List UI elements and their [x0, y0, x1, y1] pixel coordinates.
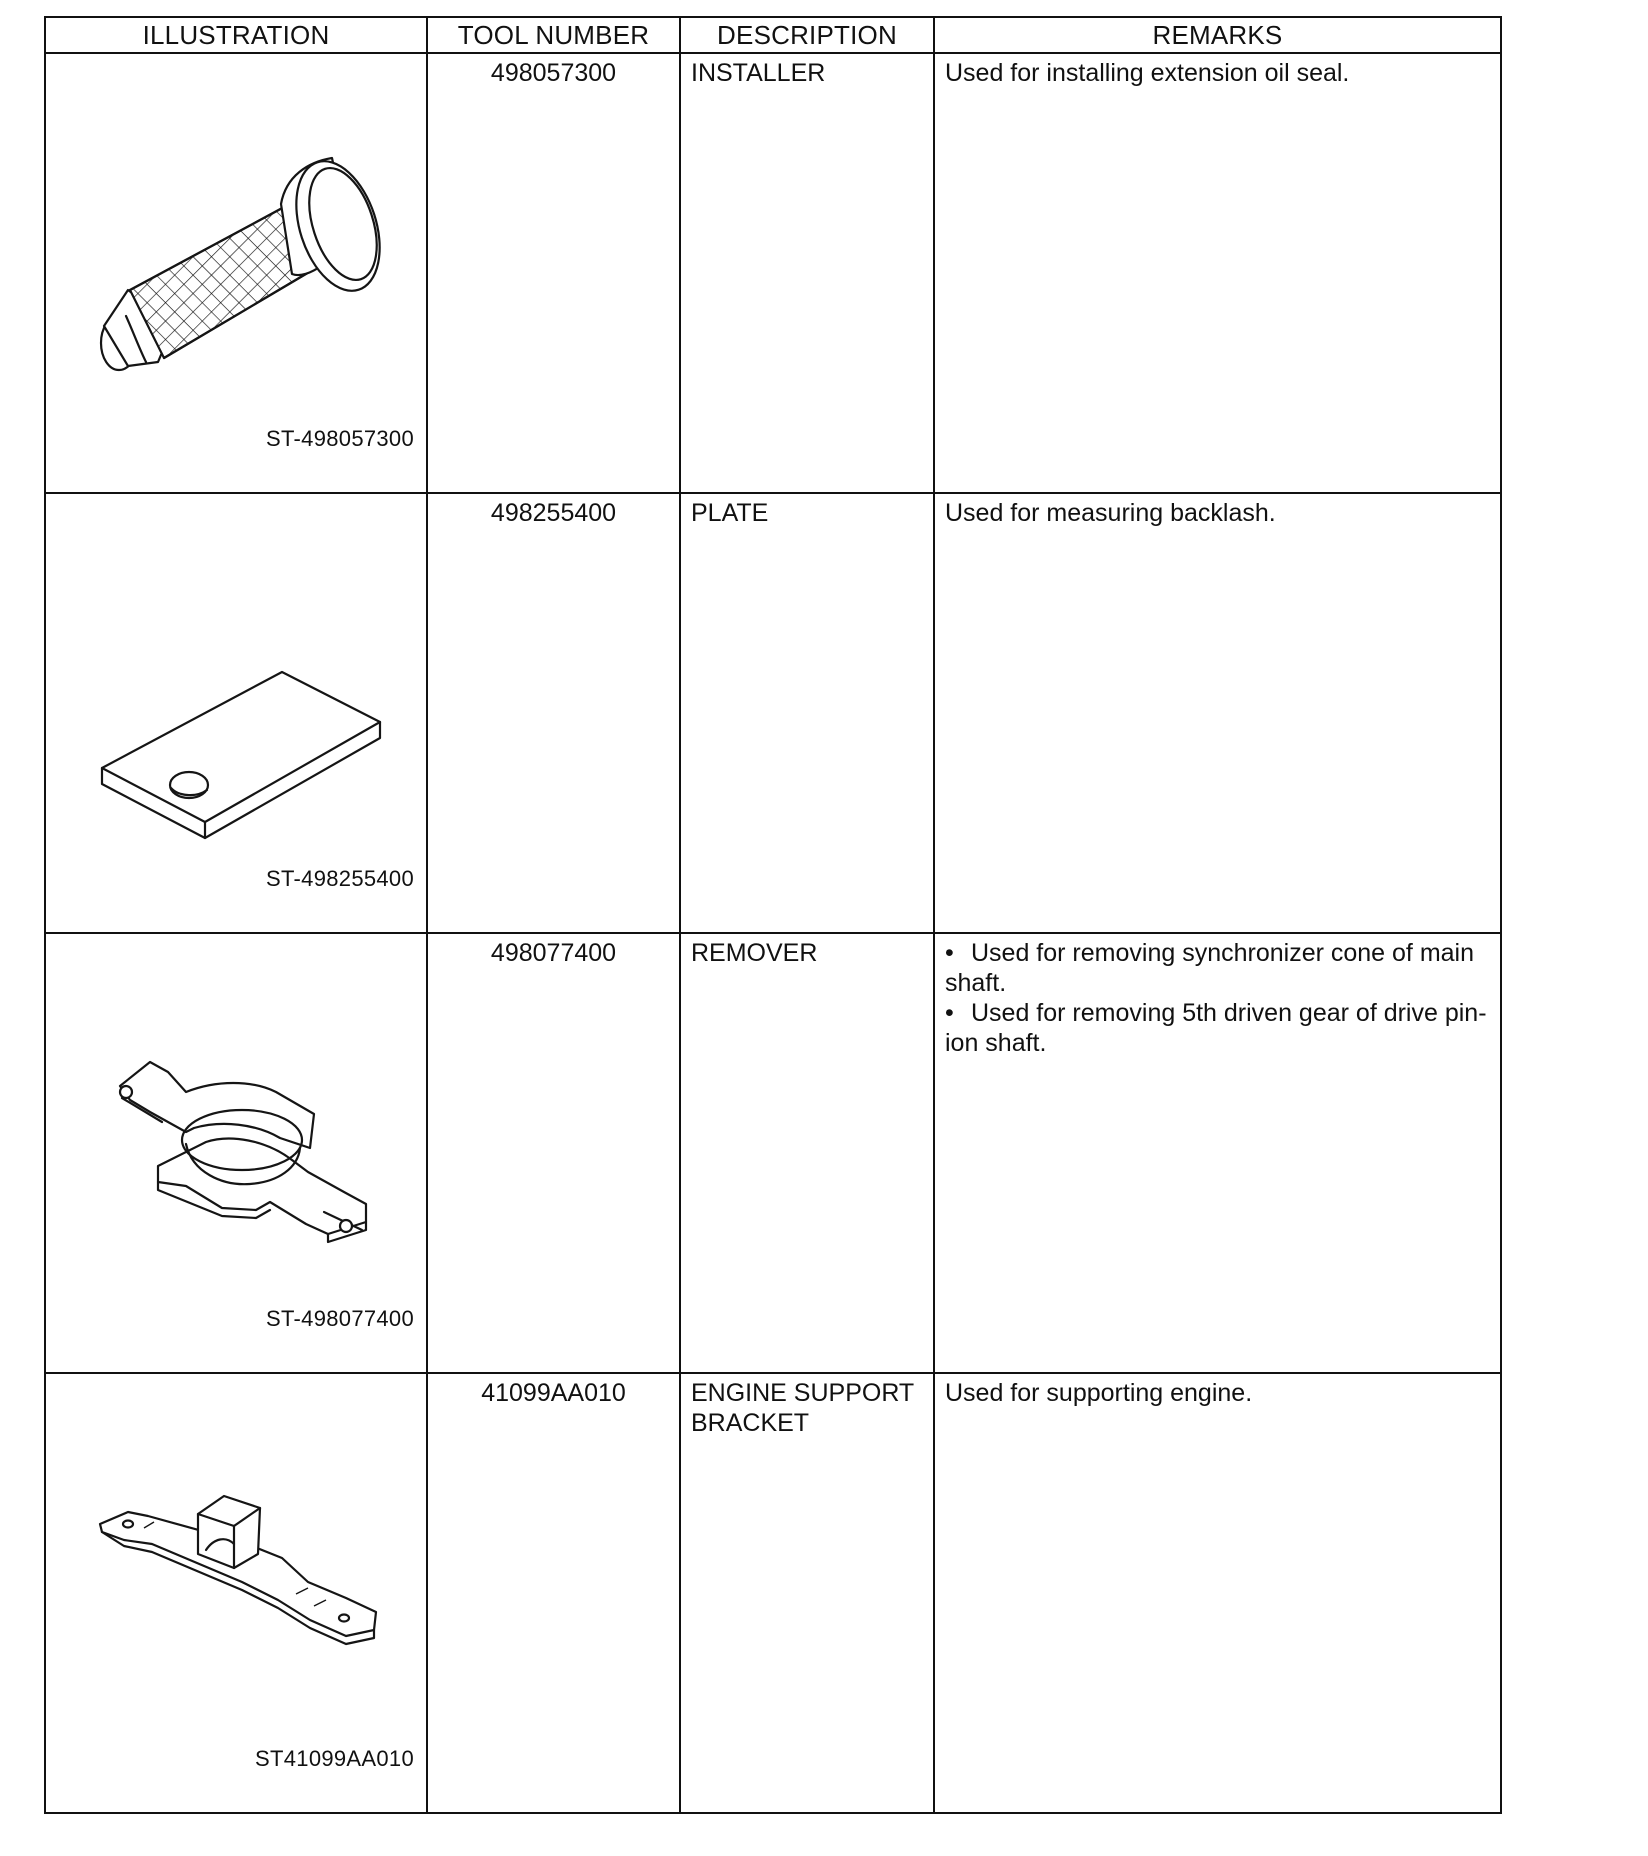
table-row	[45, 53, 1501, 493]
remarks-cell	[934, 53, 1501, 493]
illustration-cell	[45, 493, 427, 933]
remarks-list	[945, 938, 1490, 1058]
list-item	[945, 998, 1490, 1058]
remover-drawing	[46, 934, 428, 1368]
description-cell: REMOVER	[680, 933, 934, 1373]
remarks-cell	[934, 493, 1501, 933]
tool-number-cell: 41099AA010	[427, 1373, 680, 1813]
remark-text: Used for removing synchronizer cone of main shaft.	[945, 939, 1475, 997]
header-description: DESCRIPTION	[680, 17, 934, 53]
illustration-code: ST-498077400	[266, 1306, 414, 1331]
illustration-code: ST-498057300	[266, 426, 414, 451]
table-row	[45, 933, 1501, 1373]
tool-number-cell: 498077400	[427, 933, 680, 1373]
description-cell: PLATE	[680, 493, 934, 933]
remarks-cell	[934, 933, 1501, 1373]
header-illustration: ILLUSTRATION	[45, 17, 427, 53]
illustration-cell	[45, 1373, 427, 1813]
header-tool-number: TOOL NUMBER	[427, 17, 680, 53]
tool-number-cell: 498057300	[427, 53, 680, 493]
illustration-code: ST41099AA010	[255, 1746, 414, 1771]
remark-text: Used for installing extension oil seal.	[945, 59, 1350, 87]
list-item	[945, 938, 1490, 998]
header-row	[45, 17, 1501, 53]
plate-drawing	[46, 494, 428, 928]
remark-text: Used for supporting engine.	[945, 1379, 1253, 1407]
installer-drawing	[46, 54, 428, 488]
remarks-cell	[934, 1373, 1501, 1813]
illustration-cell	[45, 53, 427, 493]
remark-text: Used for measuring backlash.	[945, 499, 1276, 527]
table-row	[45, 493, 1501, 933]
bullet-icon: •	[945, 999, 954, 1027]
description-cell: INSTALLER	[680, 53, 934, 493]
bullet-icon: •	[945, 939, 954, 967]
illustration-code: ST-498255400	[266, 866, 414, 891]
illustration-cell	[45, 933, 427, 1373]
description-cell: ENGINE SUPPORT BRACKET	[680, 1373, 934, 1813]
special-tools-table	[44, 16, 1502, 1814]
remark-text: Used for removing 5th driven gear of drive pin-ion shaft.	[945, 999, 1487, 1057]
header-remarks: REMARKS	[934, 17, 1501, 53]
tool-number-cell: 498255400	[427, 493, 680, 933]
table-row	[45, 1373, 1501, 1813]
engine-support-bracket-drawing	[46, 1374, 428, 1808]
